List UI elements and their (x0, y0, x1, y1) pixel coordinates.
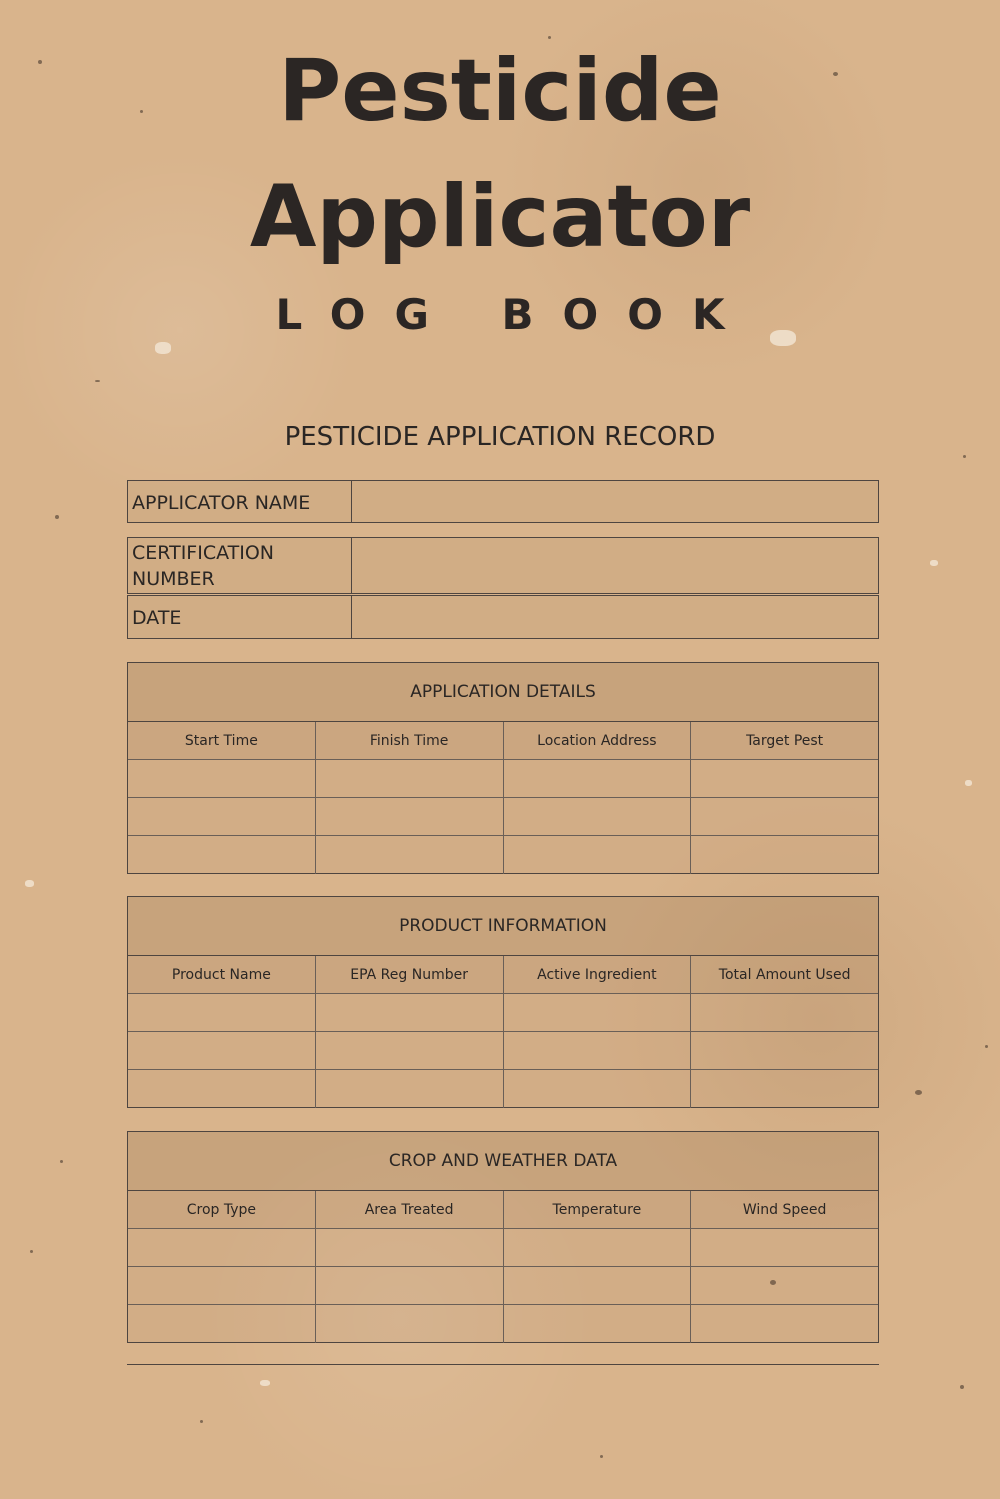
column-header: Total Amount Used (691, 956, 878, 993)
table-cell (128, 1032, 316, 1069)
table-cell (504, 836, 692, 874)
table-cell (691, 836, 878, 874)
table-cell (504, 760, 692, 797)
table-cell (128, 1267, 316, 1304)
table-cell (691, 1070, 878, 1108)
table-cell (128, 1070, 316, 1108)
column-header: Area Treated (316, 1191, 504, 1228)
column-header: Wind Speed (691, 1191, 878, 1228)
column-header: Location Address (504, 722, 692, 759)
cover-subtitle: LOG BOOK (275, 290, 754, 339)
table-cell (504, 1267, 692, 1304)
table-row (128, 1229, 878, 1267)
product-information-table (127, 896, 879, 1108)
table-cell (504, 1070, 692, 1108)
certification-number-field (127, 537, 879, 594)
table-cell (316, 760, 504, 797)
field-value (352, 538, 878, 593)
column-header: Crop Type (128, 1191, 316, 1228)
table-row (128, 1032, 878, 1070)
column-header: Finish Time (316, 722, 504, 759)
table-row (128, 1267, 878, 1305)
table-cell (316, 994, 504, 1031)
table-cell (316, 1305, 504, 1343)
table-cell (128, 760, 316, 797)
table-cell (504, 994, 692, 1031)
table-cell (316, 1267, 504, 1304)
column-header: Active Ingredient (504, 956, 692, 993)
form-title: PESTICIDE APPLICATION RECORD (284, 422, 716, 452)
section-title: CROP AND WEATHER DATA (128, 1132, 878, 1191)
table-row (128, 1305, 878, 1343)
table-cell (316, 1229, 504, 1266)
column-header: Product Name (128, 956, 316, 993)
table-cell (691, 1305, 878, 1343)
table-cell (691, 1229, 878, 1266)
section-title: APPLICATION DETAILS (128, 663, 878, 722)
table-header-row (128, 722, 878, 760)
table-cell (316, 1070, 504, 1108)
table-row (128, 836, 878, 874)
field-value (352, 481, 878, 522)
cover-title-line-1: Pesticide (278, 41, 722, 141)
table-cell (128, 1305, 316, 1343)
table-cell (128, 1229, 316, 1266)
table-cell (504, 1229, 692, 1266)
table-cell (691, 1032, 878, 1069)
table-cell (128, 836, 316, 874)
table-cell (128, 798, 316, 835)
table-cell (691, 798, 878, 835)
column-header: Temperature (504, 1191, 692, 1228)
column-header: Target Pest (691, 722, 878, 759)
date-field (127, 595, 879, 639)
table-cell (128, 994, 316, 1031)
table-row (128, 760, 878, 798)
cover-title-line-2: Applicator (249, 167, 751, 267)
field-label: DATE (128, 596, 352, 638)
application-details-table (127, 662, 879, 874)
table-cell (691, 760, 878, 797)
table-cell (316, 836, 504, 874)
field-label: APPLICATOR NAME (128, 481, 352, 522)
section-title: PRODUCT INFORMATION (128, 897, 878, 956)
table-header-row (128, 1191, 878, 1229)
table-cell (316, 1032, 504, 1069)
table-cell (504, 798, 692, 835)
table-row (128, 798, 878, 836)
applicator-name-field (127, 480, 879, 523)
table-cell (691, 1267, 878, 1304)
crop-weather-table (127, 1131, 879, 1343)
table-header-row (128, 956, 878, 994)
table-row (128, 1070, 878, 1108)
table-cell (504, 1032, 692, 1069)
table-row (128, 994, 878, 1032)
column-header: Start Time (128, 722, 316, 759)
column-header: EPA Reg Number (316, 956, 504, 993)
field-value (352, 596, 878, 638)
table-cell (316, 798, 504, 835)
table-cell (691, 994, 878, 1031)
table-cell (504, 1305, 692, 1343)
field-label: CERTIFICATION NUMBER (128, 538, 352, 593)
bottom-divider (127, 1364, 879, 1365)
